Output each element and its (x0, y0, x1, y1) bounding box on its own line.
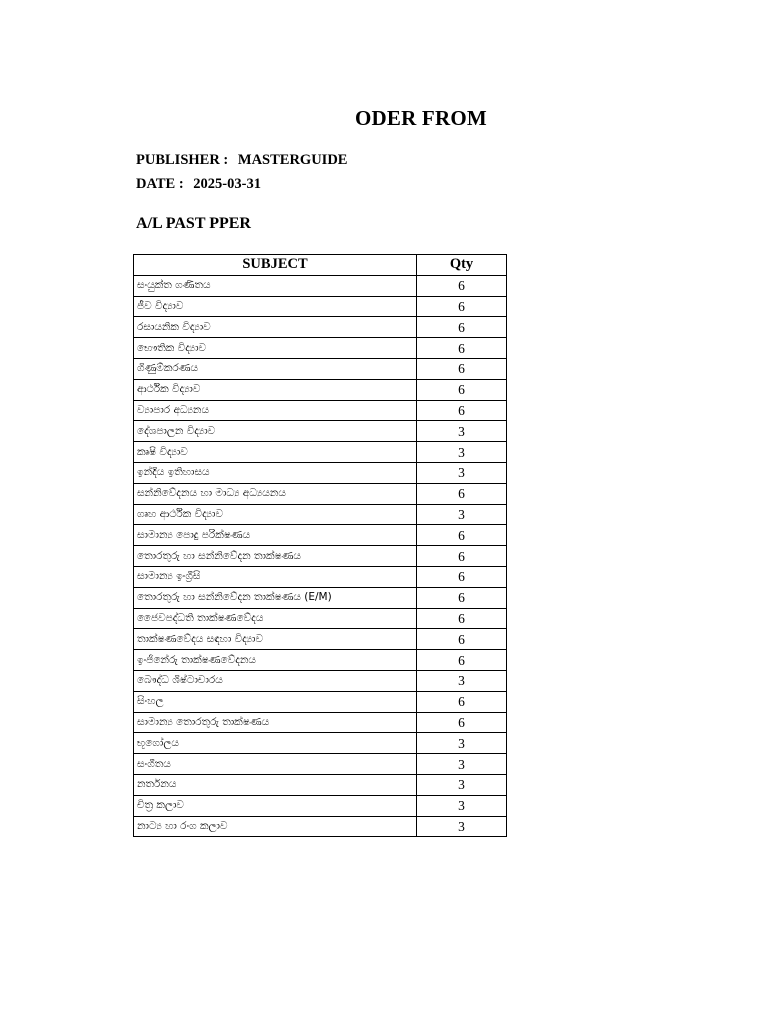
qty-cell: 3 (417, 504, 507, 525)
subject-column-header: SUBJECT (134, 255, 417, 276)
table-row (134, 462, 507, 483)
qty-cell: 6 (417, 296, 507, 317)
table-row (134, 379, 507, 400)
qty-cell: 3 (417, 754, 507, 775)
subject-cell: තොරතුරු හා සන්නිවේදන තාක්ෂණය (E/M) (134, 587, 417, 608)
section-title: A/L PAST PPER (136, 215, 251, 232)
table-row (134, 338, 507, 359)
table-row (134, 587, 507, 608)
table-row (134, 691, 507, 712)
order-table (133, 254, 507, 837)
qty-cell: 6 (417, 650, 507, 671)
subject-cell: ඉන්දිය ඉතිහාසය (134, 462, 417, 483)
qty-cell: 6 (417, 608, 507, 629)
qty-cell: 6 (417, 691, 507, 712)
table-row (134, 650, 507, 671)
qty-cell: 6 (417, 275, 507, 296)
subject-cell: තාක්ෂණවේදය සඳහා විද්‍යාව (134, 629, 417, 650)
date-label: DATE : (136, 176, 184, 192)
qty-cell: 6 (417, 400, 507, 421)
publisher-label: PUBLISHER : (136, 152, 229, 168)
table-row (134, 442, 507, 463)
subject-cell: සංයුක්ත ගණිතය (134, 275, 417, 296)
table-row (134, 566, 507, 587)
subject-cell: නර්තනය (134, 774, 417, 795)
publisher-value: MASTERGUIDE (237, 152, 348, 168)
qty-cell: 6 (417, 338, 507, 359)
document-title: ODER FROM (355, 106, 487, 130)
qty-cell: 6 (417, 483, 507, 504)
table-row (134, 421, 507, 442)
table-row (134, 525, 507, 546)
publisher-line (136, 152, 347, 169)
table-row (134, 358, 507, 379)
subject-cell: ඉංජිනේරු තාක්ෂණවේදනය (134, 650, 417, 671)
table-row (134, 754, 507, 775)
subject-cell: තොරතුරු හා සන්නිවේදන තාක්ෂණය (134, 546, 417, 567)
subject-cell: සාමාන්‍ය තොරතුරු තාක්ෂණය (134, 712, 417, 733)
qty-cell: 6 (417, 358, 507, 379)
subject-cell: සංගීතය (134, 754, 417, 775)
qty-cell: 3 (417, 462, 507, 483)
qty-cell: 3 (417, 421, 507, 442)
table-row (134, 795, 507, 816)
qty-cell: 3 (417, 670, 507, 691)
qty-cell: 6 (417, 566, 507, 587)
subject-cell: බෞද්ධ ශිෂ්ටාචාරය (134, 670, 417, 691)
subject-cell: සාමාන්‍ය ඉංග්‍රීසි (134, 566, 417, 587)
qty-cell: 3 (417, 774, 507, 795)
table-row (134, 317, 507, 338)
date-value: 2025-03-31 (193, 176, 261, 192)
subject-cell: සන්නිවේදනය හා මාධ්‍ය අධ්‍යයනය (134, 483, 417, 504)
table-row (134, 816, 507, 837)
table-row (134, 504, 507, 525)
table-row (134, 275, 507, 296)
table-row (134, 670, 507, 691)
subject-cell: ජෛවපද්ධති තාක්ෂණවේදය (134, 608, 417, 629)
qty-column-header: Qty (417, 255, 507, 276)
subject-cell: කෘෂි විද්‍යාව (134, 442, 417, 463)
table-row (134, 608, 507, 629)
subject-cell: සිංහල (134, 691, 417, 712)
subject-cell: ගෘහ ආර්ථික විද්‍යාව (134, 504, 417, 525)
qty-cell: 6 (417, 317, 507, 338)
qty-cell: 6 (417, 629, 507, 650)
table-row (134, 400, 507, 421)
subject-cell: සාමාන්‍ය පොදු පරික්ෂණය (134, 525, 417, 546)
qty-cell: 6 (417, 379, 507, 400)
table-header-row (134, 255, 507, 276)
table-row (134, 712, 507, 733)
subject-cell: නාට්‍ය හා රංග කලාව (134, 816, 417, 837)
subject-cell: චිත්‍ර කලාව (134, 795, 417, 816)
qty-cell: 6 (417, 712, 507, 733)
subject-cell: ව්‍යාපාර අධ්‍යනය (134, 400, 417, 421)
table-row (134, 296, 507, 317)
subject-cell: ජීව විද්‍යාව (134, 296, 417, 317)
subject-cell: දේශපාලන විද්‍යාව (134, 421, 417, 442)
subject-cell: ආර්ථික විද්‍යාව (134, 379, 417, 400)
qty-cell: 3 (417, 442, 507, 463)
table-body (134, 275, 507, 837)
table-row (134, 546, 507, 567)
table-row (134, 733, 507, 754)
subject-cell: රසායනික විද්‍යාව (134, 317, 417, 338)
qty-cell: 3 (417, 795, 507, 816)
qty-cell: 3 (417, 816, 507, 837)
date-line (136, 176, 261, 193)
subject-cell: භූගෝලය (134, 733, 417, 754)
table-row (134, 629, 507, 650)
qty-cell: 3 (417, 733, 507, 754)
subject-cell: භෞතික විද්‍යාව (134, 338, 417, 359)
table-row (134, 774, 507, 795)
qty-cell: 6 (417, 587, 507, 608)
table-row (134, 483, 507, 504)
qty-cell: 6 (417, 525, 507, 546)
subject-cell: ගිණුම්කරණය (134, 358, 417, 379)
qty-cell: 6 (417, 546, 507, 567)
